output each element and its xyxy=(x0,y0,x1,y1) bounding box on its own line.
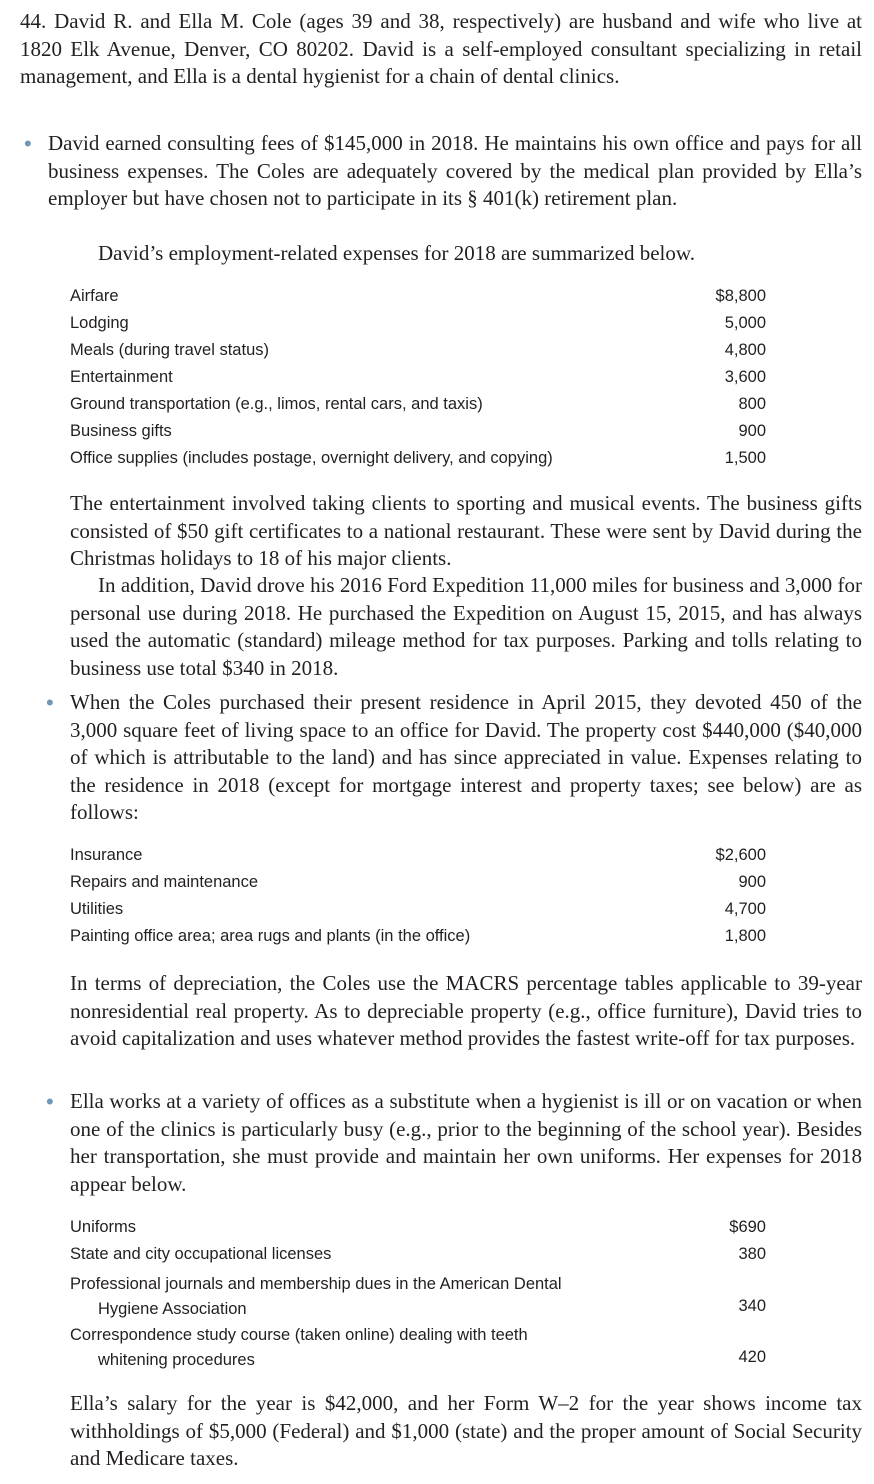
ella-bullet xyxy=(46,1088,862,1198)
table-row xyxy=(70,870,770,897)
problem-intro-text: David R. and Ella M. Cole (ages 39 and 38, respectively) are husband and wife who live at 1820 Elk Avenue, Denver, CO 80202. David is a self-employed consultant specializing in retail management, and Ella is a dental hygienist for a chain of dental clinics. xyxy=(20,9,863,88)
ella-expense-table xyxy=(70,1215,770,1371)
table-row xyxy=(70,843,770,870)
ella-paragraph-salary: Ella’s salary for the year is $42,000, and her Form W–2 for the year shows income tax withholdings of $5,000 (Federal) and $1,000 (state) and the proper amount of Social Security and Medicare taxes. xyxy=(70,1391,862,1470)
table-row xyxy=(70,446,770,473)
bullet-dot: • xyxy=(24,131,32,156)
expense-label: Painting office area; area rugs and plants (in the office) xyxy=(70,927,471,945)
table-row xyxy=(70,392,770,419)
table-row xyxy=(70,1269,770,1320)
expense-amount: $8,800 xyxy=(715,287,766,305)
expense-label: Meals (during travel status) xyxy=(70,341,269,359)
expense-amount: $2,600 xyxy=(715,846,766,864)
residence-bullet-text: When the Coles purchased their present residence in April 2015, they devoted 450 of the 3,000 square feet of living space to an office for David. The property cost $440,000 ($40,000 of which is attributable to the land) and has since appreciated in value. Expenses relating to the residence in 2018 (except for mortgage interest and property taxes; see below) are as follows: xyxy=(70,690,862,824)
expense-label: Repairs and maintenance xyxy=(70,873,259,891)
table-row xyxy=(70,924,770,951)
david-paragraph-vehicle: In addition, David drove his 2016 Ford Expedition 11,000 miles for business and 3,000 for personal use during 2018. He purchased the Expedition on August 15, 2015, and has always used the automatic (standard) mileage method for tax purposes. Parking and tolls relating to business use total $340 in 2018. xyxy=(70,573,862,680)
expense-amount: 5,000 xyxy=(724,314,766,332)
david-bullet xyxy=(24,130,862,213)
expense-amount: 800 xyxy=(738,395,766,413)
expense-label: Airfare xyxy=(70,287,119,305)
expense-amount: 900 xyxy=(738,873,766,891)
expense-amount: 900 xyxy=(738,422,766,440)
expense-label: State and city occupational licenses xyxy=(70,1245,332,1263)
residence-expense-table xyxy=(70,843,770,951)
table-row xyxy=(70,338,770,365)
table-row xyxy=(70,284,770,311)
residence-bullet xyxy=(46,689,862,827)
expense-amount: 340 xyxy=(738,1297,766,1315)
david-expense-table xyxy=(70,284,770,473)
expense-label: Business gifts xyxy=(70,422,172,440)
expense-amount: 420 xyxy=(738,1348,766,1366)
expense-amount: 3,600 xyxy=(724,368,766,386)
expense-label: Correspondence study course (taken online) dealing with teeth whitening procedures xyxy=(70,1326,528,1369)
bullet-dot: • xyxy=(46,1089,54,1114)
table-row xyxy=(70,1320,770,1371)
expense-label: Utilities xyxy=(70,900,124,918)
table-row xyxy=(70,311,770,338)
ella-bullet-text: Ella works at a variety of offices as a substitute when a hygienist is ill or on vacation or when one of the clinics is particularly busy (e.g., prior to the beginning of the school year). Besides her transportation, she must provide and maintain her own uniforms. Her expenses for 2018 appear below. xyxy=(70,1089,862,1196)
expense-amount: 1,500 xyxy=(724,449,766,467)
expense-label: Uniforms xyxy=(70,1218,137,1236)
table-row xyxy=(70,1242,770,1269)
expense-amount: 4,800 xyxy=(724,341,766,359)
expense-label: Insurance xyxy=(70,846,143,864)
table-row xyxy=(70,419,770,446)
table-row xyxy=(70,1215,770,1242)
expense-label: Professional journals and membership dues in the American Dental Hygiene Association xyxy=(70,1275,562,1318)
table-row xyxy=(70,897,770,924)
residence-paragraph-depreciation: In terms of depreciation, the Coles use the MACRS percentage tables applicable to 39-year nonresidential real property. As to depreciable property (e.g., office furniture), David tries to avoid capitalization and uses whatever method provides the fastest write-off for tax purposes. xyxy=(70,971,862,1050)
expense-amount: 380 xyxy=(738,1245,766,1263)
problem-number: 44. xyxy=(20,9,47,33)
expense-amount: 1,800 xyxy=(724,927,766,945)
problem-intro xyxy=(20,8,862,91)
table-row xyxy=(70,365,770,392)
bullet-dot: • xyxy=(46,690,54,715)
expense-label: Office supplies (includes postage, overnight delivery, and copying) xyxy=(70,449,553,467)
david-expense-intro: David’s employment-related expenses for 2018 are summarized below. xyxy=(98,241,695,265)
david-paragraph-entertainment: The entertainment involved taking clients to sporting and musical events. The business gifts consisted of $50 gift certificates to a national restaurant. These were sent by David during the Christmas holidays to 18 of his major clients. xyxy=(70,491,862,570)
expense-label: Lodging xyxy=(70,314,129,332)
expense-label: Entertainment xyxy=(70,368,173,386)
expense-label: Ground transportation (e.g., limos, rental cars, and taxis) xyxy=(70,395,483,413)
expense-amount: $690 xyxy=(729,1218,766,1236)
david-bullet-text: David earned consulting fees of $145,000 in 2018. He maintains his own office and pays for all business expenses. The Coles are adequately covered by the medical plan provided by Ella’s employer but have chosen not to participate in its § 401(k) retirement plan. xyxy=(48,131,862,210)
expense-amount: 4,700 xyxy=(724,900,766,918)
